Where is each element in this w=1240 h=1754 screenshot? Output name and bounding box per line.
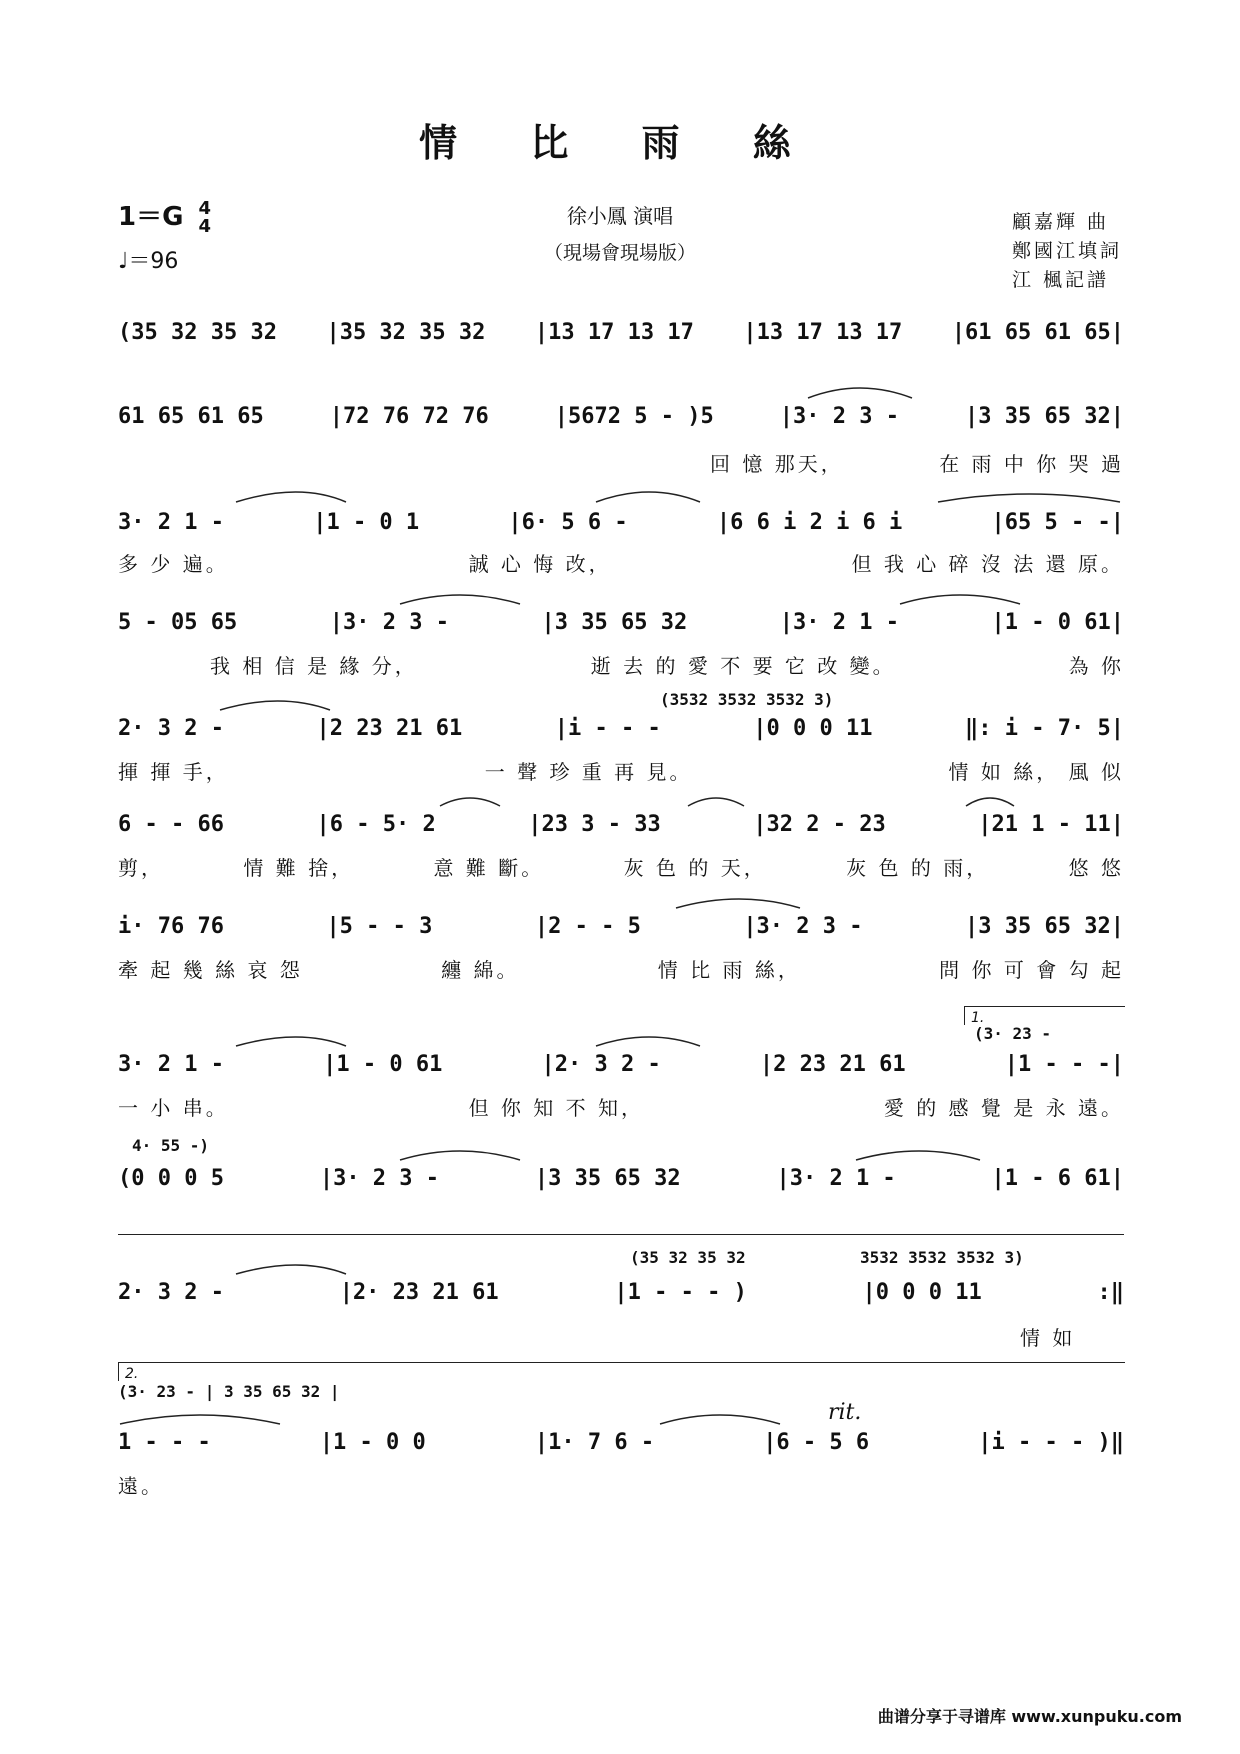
- measure: |23 3 - 33: [528, 812, 661, 837]
- measure: |3· 2 1 -: [779, 610, 899, 635]
- measure: (35 32 35 32: [118, 320, 277, 345]
- measure: |2 23 21 61: [759, 1052, 906, 1077]
- cue-notes: (3· 23 - | 3 35 65 32 |: [118, 1382, 340, 1401]
- lyricist-credit: 鄭國江填詞: [1011, 240, 1122, 262]
- measure: 1 - - -: [118, 1430, 211, 1455]
- measure: |2 - - 5: [534, 914, 641, 939]
- slur: [938, 494, 1120, 502]
- slur: [236, 1265, 346, 1274]
- measure: |3· 2 1 -: [776, 1166, 896, 1191]
- measure: |13 17 13 17: [534, 320, 694, 345]
- lyric: 我 相 信 是 緣 分，: [210, 654, 418, 678]
- measure: |6 - 5· 2: [316, 812, 436, 837]
- slur: [966, 798, 1014, 806]
- site-footer: 曲谱分享于寻谱库 www.xunpuku.com: [877, 1707, 1182, 1726]
- measure: :‖: [1097, 1280, 1124, 1305]
- version-note: （現場會現場版）: [543, 242, 696, 264]
- measure: ‖: i - 7· 5|: [965, 716, 1124, 741]
- lyric: 愛 的 感 覺 是 永 遠。: [883, 1096, 1124, 1120]
- measure: 6 - - 66: [118, 812, 224, 837]
- measure: |2 23 21 61: [316, 716, 463, 741]
- cue-notes: (3· 23 -: [974, 1024, 1052, 1043]
- measure: 2· 3 2 -: [118, 716, 224, 741]
- measure: |1· 7 6 -: [534, 1430, 655, 1455]
- measure: |0 0 0 11: [862, 1280, 982, 1305]
- measure: |6 - 5 6: [763, 1430, 870, 1455]
- slur: [688, 798, 744, 806]
- measure: |1 - - -|: [1004, 1052, 1124, 1077]
- measure: |3 35 65 32: [541, 610, 688, 635]
- measure: |0 0 0 11: [753, 716, 873, 741]
- lyric: 意 難 斷。: [433, 856, 545, 880]
- measure: |3· 2 3 -: [779, 404, 899, 429]
- measure: 3· 2 1 -: [118, 1052, 224, 1077]
- measure: 61 65 61 65: [118, 404, 264, 429]
- lyric: 揮 揮 手，: [118, 760, 229, 784]
- transcriber-credit: 江 楓記譜: [1011, 269, 1110, 291]
- measure: 3· 2 1 -: [118, 510, 224, 535]
- key-text: 1＝G: [118, 202, 184, 232]
- measure: |35 32 35 32: [326, 320, 486, 345]
- measure: |32 2 - 23: [753, 812, 886, 837]
- lyric: 一 小 串。: [118, 1096, 229, 1120]
- slur: [440, 798, 500, 806]
- time-top: 4: [198, 197, 212, 219]
- ritardando-marking: rit.: [828, 1400, 862, 1425]
- slur: [900, 595, 1020, 604]
- measure: |2· 23 21 61: [339, 1280, 499, 1305]
- slur: [856, 1151, 980, 1160]
- measure: |1 - 0 61|: [991, 610, 1124, 635]
- measure: |65 5 - -|: [991, 510, 1124, 535]
- measure: |i - - -: [554, 716, 661, 741]
- cue-notes: 4· 55 -): [132, 1136, 210, 1155]
- slur: [808, 388, 912, 398]
- measure: |1 - 6 61|: [991, 1166, 1124, 1191]
- measure: |1 - 0 61: [323, 1052, 443, 1077]
- time-bottom: 4: [198, 215, 212, 237]
- singer-credit: 徐小鳳 演唱: [566, 204, 674, 228]
- measure: |3· 2 3 -: [319, 1166, 440, 1191]
- measure: 2· 3 2 -: [118, 1280, 224, 1305]
- lyric: 灰 色 的 雨，: [846, 856, 990, 880]
- measure: |3· 2 3 -: [329, 610, 449, 635]
- slur: [596, 492, 700, 502]
- measure: i· 76 76: [118, 914, 224, 939]
- slur: [676, 899, 800, 908]
- lyric: 情 如 絲， 風 似: [948, 760, 1124, 784]
- measure: 5 - 05 65: [118, 610, 238, 635]
- lyric: 牽 起 幾 絲 哀 怨: [118, 958, 303, 982]
- measure: |i - - - )‖: [978, 1430, 1124, 1455]
- lyric: 情 難 捨，: [243, 856, 355, 880]
- lyric: 逝 去 的 愛 不 要 它 改 變。: [590, 654, 896, 678]
- slur: [400, 595, 520, 604]
- lyric: 情 比 雨 絲，: [657, 958, 801, 982]
- measure: |1 - - - ): [614, 1280, 747, 1305]
- measure: |61 65 61 65|: [951, 320, 1124, 345]
- slur: [120, 1415, 280, 1424]
- volta-label: 2.: [125, 1366, 139, 1382]
- slur: [220, 701, 330, 710]
- cue-notes: (3532 3532 3532 3): [660, 690, 834, 709]
- measure: |6 6 i 2 i 6 i: [716, 510, 903, 535]
- volta-label: 1.: [971, 1010, 985, 1026]
- measure: |6· 5 6 -: [508, 510, 628, 535]
- lyric: 但 你 知 不 知，: [468, 1096, 644, 1120]
- lyric: 灰 色 的 天，: [623, 856, 767, 880]
- measure: |72 76 72 76: [329, 404, 489, 429]
- measure: |1 - 0 1: [313, 510, 420, 535]
- slur: [236, 1037, 346, 1046]
- measure: |3· 2 3 -: [743, 914, 863, 939]
- measure: (0 0 0 5: [118, 1166, 224, 1191]
- measure: |3 35 65 32: [534, 1166, 681, 1191]
- song-title: 情 比 雨 絲: [419, 120, 821, 165]
- cue-notes-2: 3532 3532 3532 3): [860, 1248, 1024, 1267]
- measure: |21 1 - 11|: [978, 812, 1124, 837]
- measure: |2· 3 2 -: [541, 1052, 661, 1077]
- lyric: 在 雨 中 你 哭 過: [939, 452, 1124, 476]
- composer-credit: 顧嘉輝 曲: [1011, 211, 1110, 233]
- lyric: 情 如: [1020, 1326, 1076, 1350]
- measure: |3 35 65 32|: [965, 404, 1124, 429]
- slur: [660, 1415, 780, 1424]
- lyric: 悠 悠: [1068, 856, 1124, 880]
- lyric: 多 少 遍。: [118, 552, 229, 576]
- measure: |3 35 65 32|: [965, 914, 1124, 939]
- lyric: 回 憶 那天，: [710, 452, 844, 476]
- measure: |5672 5 - )5: [554, 404, 714, 429]
- lyric: 但 我 心 碎 沒 法 還 原。: [851, 552, 1124, 576]
- measure: |13 17 13 17: [743, 320, 903, 345]
- lyric: 誠 心 悔 改，: [468, 552, 612, 576]
- lyric: 剪，: [118, 856, 164, 880]
- lyric: 遠。: [118, 1474, 164, 1498]
- lyric: 問 你 可 會 勾 起: [939, 958, 1124, 982]
- tempo-marking: ♩＝96: [118, 249, 179, 274]
- lyric: 纏 綿。: [441, 958, 520, 982]
- lyric: 一 聲 珍 重 再 見。: [484, 760, 693, 784]
- cue-notes: (35 32 35 32: [630, 1248, 746, 1267]
- measure: |5 - - 3: [326, 914, 433, 939]
- slur: [400, 1151, 520, 1160]
- measure: |1 - 0 0: [319, 1430, 426, 1455]
- lyric: 為 你: [1068, 654, 1124, 678]
- slur: [236, 492, 346, 502]
- slur: [596, 1037, 700, 1046]
